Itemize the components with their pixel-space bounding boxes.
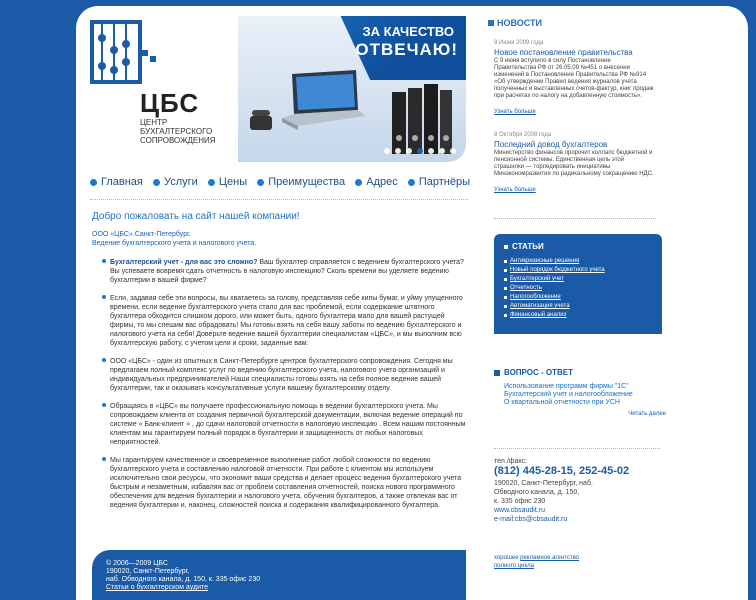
page	[76, 6, 748, 600]
news-list	[494, 40, 654, 210]
address-line: к. 335 офис 230	[494, 498, 546, 505]
square-bullet-icon	[504, 278, 507, 281]
paragraph: ООО «ЦБС» - один из опытных в Санкт-Петербурге центров бухгалтерского сопровождения. Сегодня мы предлагаем полный комплекс услуг по ведению бухгалтерского учета, налогового учета организаций и индивидуальных предпринимателей Наши специалисты готовы взять на себя полное ведение вашей бухгалтерии, так и оказывать консультативные услуги вашему бухгалтерскому отделу.	[92, 357, 468, 393]
paragraph: Бухгалтерский учет - для вас это сложно? Ваш бухгалтер справляется с ведением бухгалтерского учета? Вы успеваете вовремя сдать отчетность в налоговую инспекцию? Сколь времени вы уделяете ведению бухгалтерии в вашей фирме?	[92, 258, 468, 285]
qa-divider	[494, 448, 660, 449]
logo[interactable]	[84, 14, 238, 174]
main-content	[92, 211, 468, 519]
qa-link[interactable]: О квартальной отчетности при УСН	[504, 399, 620, 406]
square-bullet-icon	[488, 20, 494, 26]
welcome-heading: Добро пожаловать на сайт нашей компании!	[92, 211, 300, 222]
contacts	[494, 458, 666, 524]
company-intro: ООО «ЦБС».Санкт-Петербург. Ведение бухгалтерского учета и налогового учета.	[92, 231, 257, 247]
news-title-link[interactable]: Последний довод бухгалтеров	[494, 140, 608, 149]
news-divider	[494, 218, 656, 219]
nav-item-address[interactable]: Адрес	[355, 176, 398, 188]
square-bullet-icon	[504, 305, 507, 308]
square-bullet-icon	[494, 370, 500, 376]
bullet-icon	[102, 295, 106, 299]
news-item	[494, 40, 654, 118]
binders-icon	[388, 82, 454, 156]
address-line: Обводного канала, д. 150,	[494, 489, 580, 496]
bullet-icon	[102, 403, 106, 407]
agency-link-2[interactable]: полного цикла	[494, 563, 534, 569]
news-date: 8 Октября 2008 года	[494, 132, 552, 138]
footer-copyright: © 2006—2009 ЦБС	[106, 560, 168, 567]
article-link[interactable]: Антикризисные решения	[504, 257, 654, 266]
address-line: 190020, Санкт-Петербург, наб.	[494, 480, 593, 487]
banner-dot[interactable]	[450, 148, 456, 154]
footer-audit-link[interactable]: Статьи о бухгалтерском аудите	[106, 584, 209, 591]
banner-line1: ЗА КАЧЕСТВО	[362, 24, 454, 39]
bullet-icon	[102, 259, 106, 263]
articles-heading: СТАТЬИ	[504, 242, 654, 251]
news-body: С 9 июня вступило в силу Постановление Правительства РФ от 26.05.09 №451 о внесении изменений в Постановление Правительства РФ №914 «Об утверждении Правил ведения журналов учета полученных и выставленных счетов-фактур, книг продаж при расчетах по налогу на добавленную стоимость».	[494, 58, 654, 99]
qa-link[interactable]: Бухгалтерский учет и налогообложение	[504, 391, 633, 398]
nav-divider	[90, 199, 468, 200]
paragraph: Мы гарантируем качественное и своевременное выполнение работ любой сложности по ведению бухгалтерского учета и составлению налоговой отчетности. При работе с клиентом мы используем исключительно свои ресурсы, что экономит ваши средства и делает процесс ведения бухгалтерского учета быстрым и незаметным, избавляя вас от проблем составления отчетностей, поиска нового программного обеспечения для ведения бухгалтерии и налогового учета, обучения бухгалтеров, а также отвлекая вас от ведения бухгалтерии и, наконец, сложностей поиска и содержания квалифицированного бухгалтера.	[92, 456, 468, 510]
paragraph: Обращаясь в «ЦБС» вы получаете профессиональную помощь в ведении бухгалтерского учета. Мы сопровождаем клиента от создания первичной бухгалтерской документации, включая ведение операций по системе « Банк-клиент » , до сдачи налоговой отчетности в налоговую инспекцию . Всем нашим постоянным клиентам мы гарантируем полный порядок в бухгалтерии и защищенность от любых налоговых неприятностей.	[92, 402, 468, 447]
article-link[interactable]: Бухгалтерский учет	[504, 275, 654, 284]
square-bullet-icon	[504, 296, 507, 299]
news-date: 9 Июня 2009 года	[494, 40, 544, 46]
square-bullet-icon	[504, 287, 507, 290]
nav-item-home[interactable]: Главная	[90, 176, 143, 188]
bullet-icon	[208, 179, 215, 186]
news-item	[494, 132, 654, 196]
laptop-icon	[278, 70, 368, 132]
news-more-link[interactable]: Узнать больше	[494, 109, 536, 115]
article-link[interactable]: Новый порядок бюджетного учета	[504, 266, 654, 275]
tel-number: (812) 445-28-15, 252-45-02	[494, 465, 630, 477]
news-heading: НОВОСТИ	[488, 18, 542, 28]
phone-icon	[248, 108, 274, 132]
square-bullet-icon	[504, 269, 507, 272]
articles-panel	[494, 234, 662, 334]
news-title-link[interactable]: Новое постановление правительства	[494, 48, 633, 57]
banner-pagination	[384, 148, 456, 154]
article-link[interactable]: Автоматизация учета	[504, 302, 654, 311]
banner-dot[interactable]	[395, 148, 401, 154]
banner-dot[interactable]	[439, 148, 445, 154]
qa-link[interactable]: Использование программ фирмы "1С"	[504, 383, 629, 390]
logo-subtitle: ЦЕНТР БУХГАЛТЕРСКОГО СОПРОВОЖДЕНИЯ	[140, 118, 216, 145]
nav-item-prices[interactable]: Цены	[208, 176, 247, 188]
bullet-icon	[355, 179, 362, 186]
agency-credit: хорошее рекламное агентство полного цикла	[494, 555, 580, 569]
paragraph: Если, задавая себе эти вопросы, вы хватаетесь за голову, представляя себе кипы бумаг, и уйму упущенного времени, если ведение бухгалтерского учета стало для вас проблемой, если содержание штатного бухгалтера обходится слишком дорого, или может быть, одного бухгалтера мало для вашей растущей фирмы, то мы спешим вас обрадовать! Мы готовы взять на себя вашу заботы по ведению бухгалтерского и налогового учета на себя! Доверьте ведение вашей бухгалтерии специалистам «ЦБС», и мы выполним всю бухгалтерскую работу, с учетом цели и сроки, заданные вам.	[92, 294, 468, 348]
agency-link[interactable]: рекламное агентство	[520, 555, 580, 561]
email-link[interactable]: e-mail:cbs@cbsaudit.ru	[494, 516, 568, 523]
bullet-icon	[408, 179, 415, 186]
banner-line2: ОТВЕЧАЮ!	[355, 40, 458, 59]
footer-address: 190020, Санкт-Петербург,	[106, 568, 190, 575]
news-body: Министерство финансов пророчит коллапс бюджетной и пенсионной системы. Единственная цель этой страшилки — торпедировать инициативы Минэкономразвития по радикальному сокращению НДС.	[494, 150, 654, 177]
qa-read-more-link[interactable]: Читать далее	[628, 411, 666, 417]
square-bullet-icon	[504, 245, 508, 249]
square-bullet-icon	[504, 314, 507, 317]
bullet-icon	[257, 179, 264, 186]
bullet-icon	[153, 179, 160, 186]
square-bullet-icon	[504, 260, 507, 263]
footer	[92, 550, 466, 600]
footer-address: наб. Обводного канала, д. 150, к. 335 офис 230	[106, 576, 261, 583]
news-more-link[interactable]: Узнать больше	[494, 187, 536, 193]
article-link[interactable]: Отчетность	[504, 284, 654, 293]
site-link[interactable]: www.cbsaudit.ru	[494, 507, 545, 514]
banner-dot[interactable]	[406, 148, 412, 154]
hero-banner	[238, 16, 466, 162]
logo-title: ЦБС	[140, 88, 200, 118]
nav-item-services[interactable]: Услуги	[153, 176, 198, 188]
nav-item-advantages[interactable]: Преимущества	[257, 176, 345, 188]
qa-section	[494, 368, 666, 417]
banner-dot[interactable]	[428, 148, 434, 154]
nav-item-partners[interactable]: Партнёры	[408, 176, 470, 188]
banner-dot-active[interactable]	[417, 148, 423, 154]
bullet-icon	[90, 179, 97, 186]
main-nav	[90, 176, 470, 188]
tel-label: тел./факс:	[494, 458, 528, 465]
qa-heading: ВОПРОС - ОТВЕТ	[494, 368, 666, 377]
bullet-icon	[102, 358, 106, 362]
article-link[interactable]: Налогообложение	[504, 293, 654, 302]
bullet-icon	[102, 457, 106, 461]
article-link[interactable]: Финансовый анализ	[504, 311, 654, 320]
banner-dot[interactable]	[384, 148, 390, 154]
